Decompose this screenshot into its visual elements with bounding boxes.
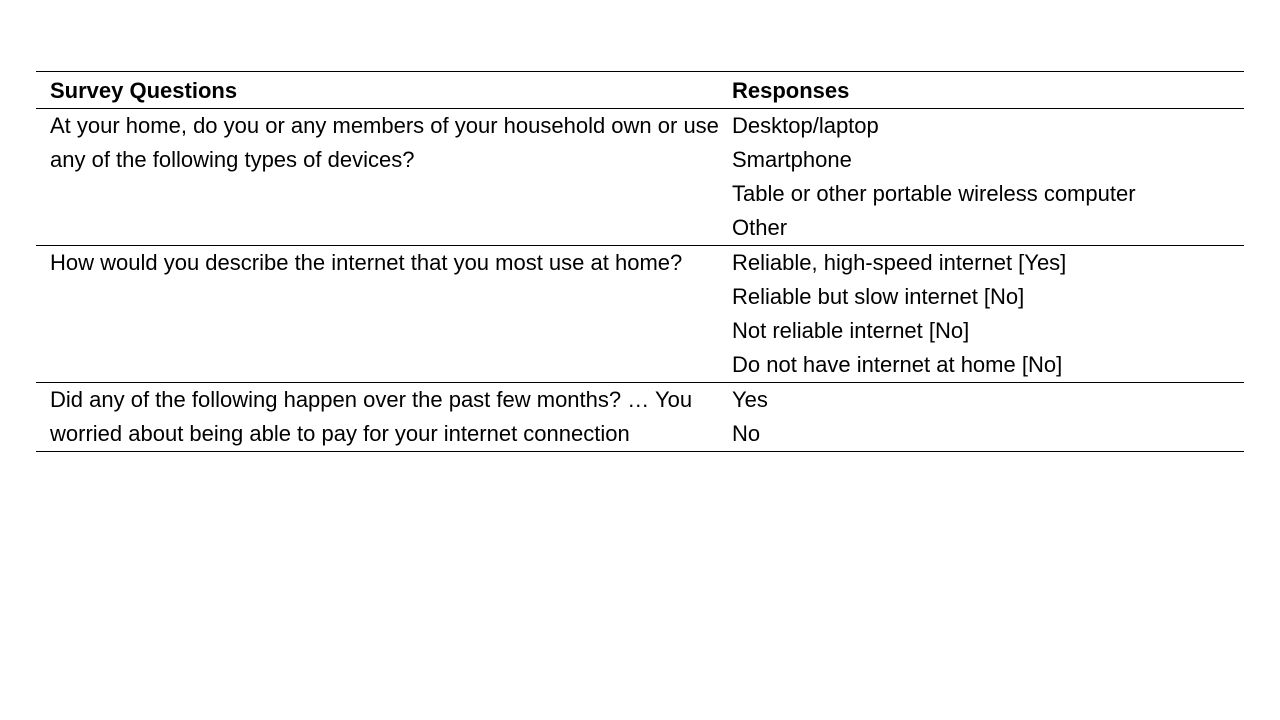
question-cell — [36, 246, 732, 383]
response-item: Desktop/laptop — [732, 113, 879, 138]
table-row — [36, 109, 1244, 246]
survey-table — [36, 71, 1244, 452]
response-item: Table or other portable wireless computer — [732, 181, 1136, 206]
table-row — [36, 246, 1244, 383]
response-item: Not reliable internet [No] — [732, 318, 970, 343]
response-item: Other — [732, 215, 788, 240]
table-row — [36, 383, 1244, 452]
response-item: Smartphone — [732, 147, 852, 172]
header-survey-questions: Survey Questions — [50, 78, 238, 103]
responses-cell — [732, 246, 1244, 383]
header-responses: Responses — [732, 78, 850, 103]
responses-cell — [732, 383, 1244, 452]
question-text: At your home, do you or any members of your household own or use any of the following types of devices? — [50, 113, 719, 172]
table-header-row — [36, 72, 1244, 109]
response-item: Reliable but slow internet [No] — [732, 284, 1025, 309]
response-item: Reliable, high-speed internet [Yes] — [732, 250, 1067, 275]
response-item: Do not have internet at home [No] — [732, 352, 1063, 377]
responses-cell — [732, 109, 1244, 246]
question-cell — [36, 383, 732, 452]
question-text: Did any of the following happen over the past few months? … You worried about being able to pay for your internet connection — [50, 387, 693, 446]
question-cell — [36, 109, 732, 246]
response-item: Yes — [732, 387, 768, 412]
response-item: No — [732, 421, 761, 446]
question-text: How would you describe the internet that you most use at home? — [50, 250, 683, 275]
